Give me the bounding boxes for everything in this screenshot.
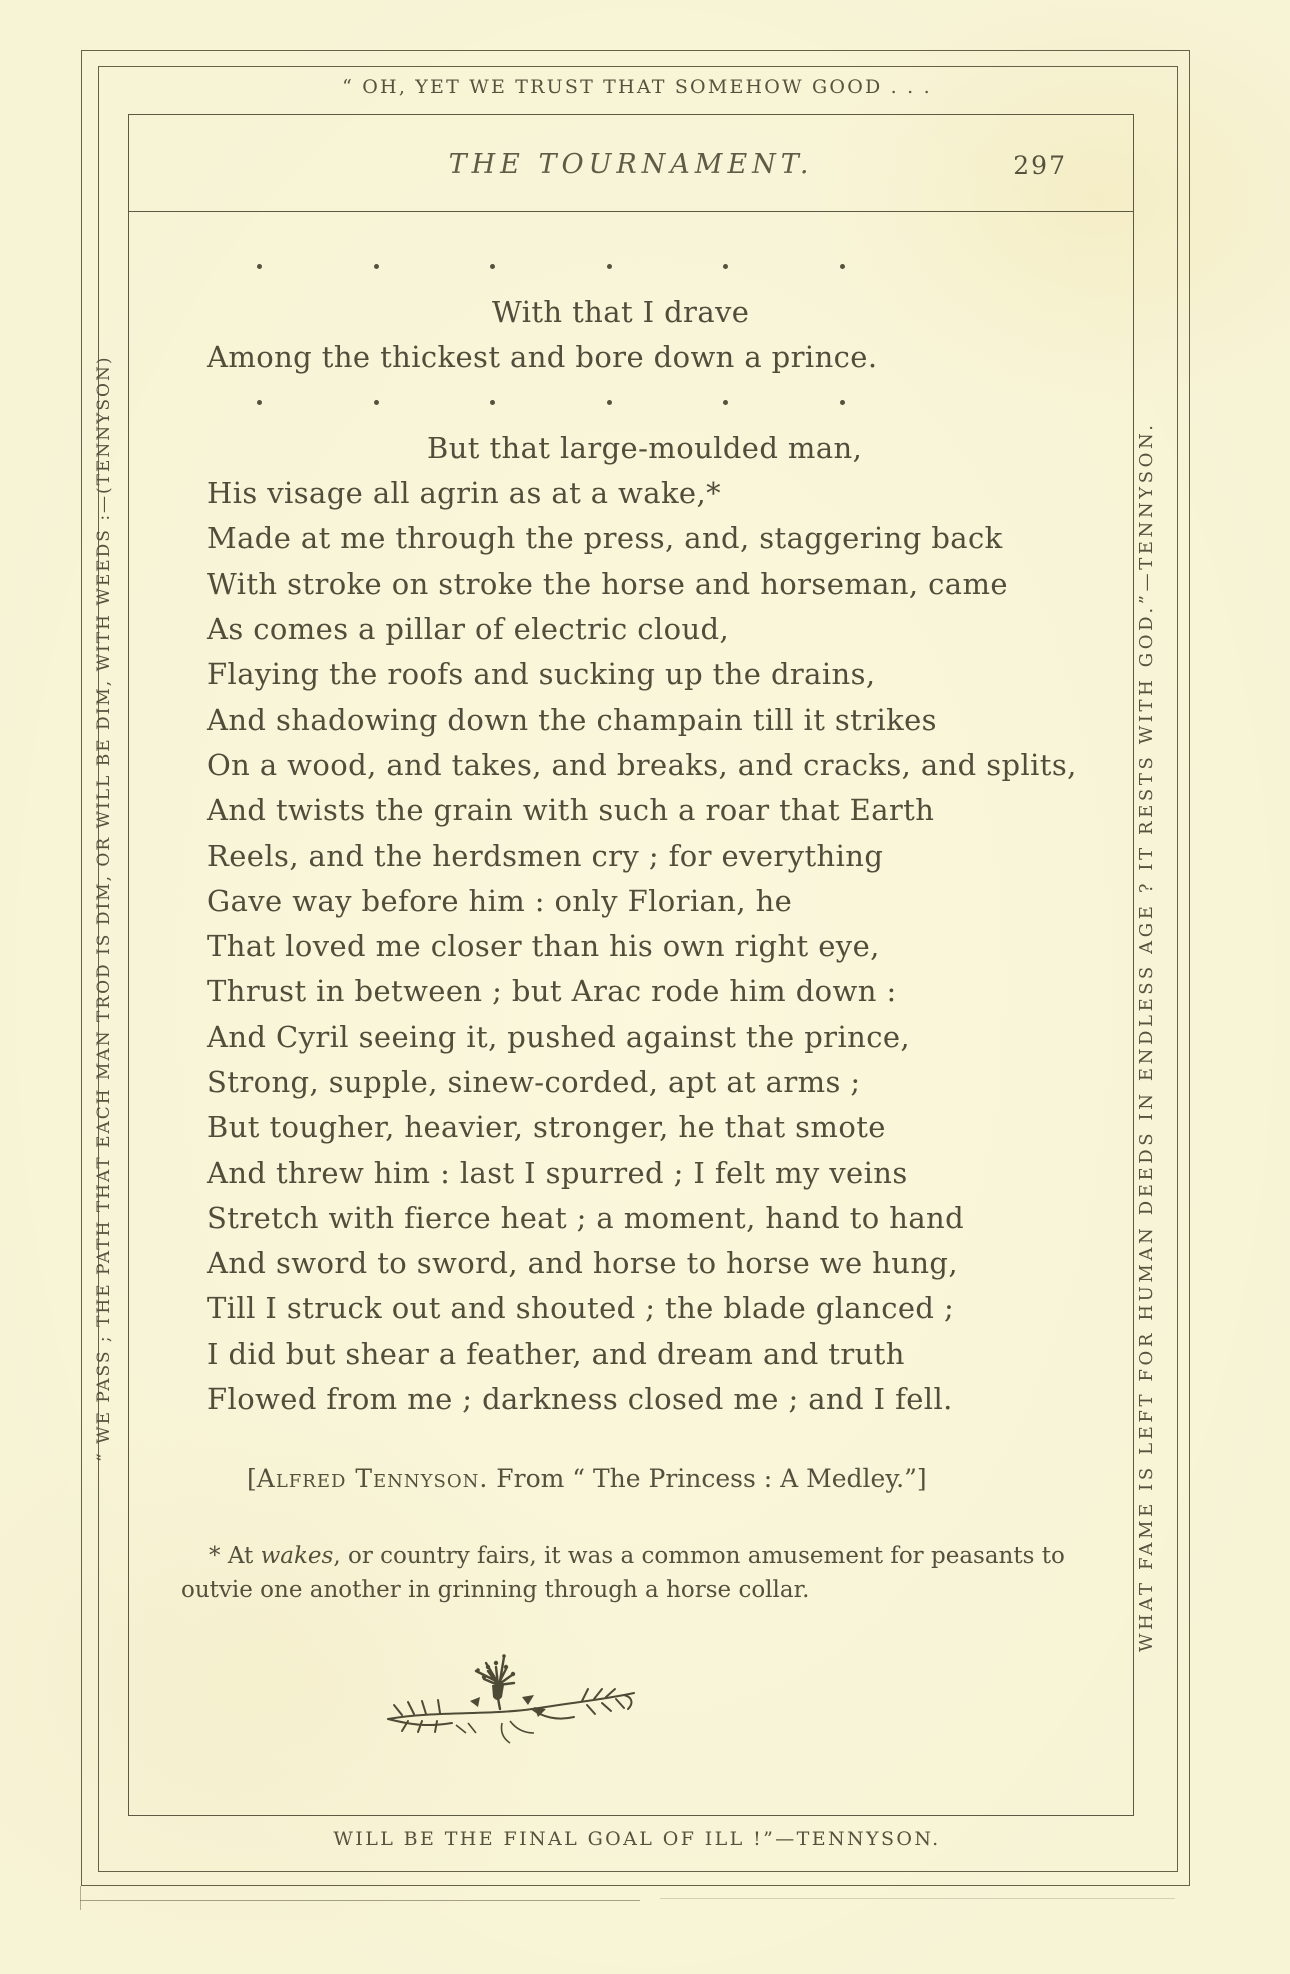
poem-line-text: Gave way before him : only Florian, he — [207, 883, 793, 918]
poem-line — [207, 1331, 1133, 1376]
attribution-bracket: [ — [247, 1463, 257, 1493]
footnote-text-post: , or country fairs, it was a common amusement for peasants to — [333, 1542, 1065, 1569]
thistle-sprig-ornament-icon — [382, 1637, 642, 1749]
left-margin-quote: “ WE PASS ; THE PATH THAT EACH MAN TROD IS DIM, OR WILL BE DIM, WITH WEEDS :—(TENNYSON) — [94, 355, 114, 1462]
scan-artifact-line — [660, 1898, 1175, 1899]
poem-line — [207, 697, 1133, 742]
scan-artifact-line — [80, 1900, 640, 1901]
poem-line-text: Made at me through the press, and, staggering back — [207, 521, 1003, 556]
poem-line — [207, 289, 1133, 334]
ellipsis-dot — [490, 264, 495, 269]
poem-line-text: And threw him : last I spurred ; I felt my veins — [207, 1155, 908, 1190]
page-title: THE TOURNAMENT. — [448, 149, 814, 180]
poem-line-text: And twists the grain with such a roar that Earth — [207, 793, 935, 828]
poem-attribution — [247, 1464, 1133, 1493]
poem-line — [207, 380, 1133, 425]
poem-line — [207, 923, 1133, 968]
poem-line-text: And Cyril seeing it, pushed against the prince, — [207, 1019, 911, 1054]
poem-line — [207, 516, 1133, 561]
poem-line-text: Flowed from me ; darkness closed me ; and I fell. — [207, 1382, 953, 1417]
poem-line — [207, 1195, 1133, 1240]
poem-line — [207, 1376, 1133, 1421]
poem-line-text: That loved me closer than his own right eye, — [207, 929, 880, 964]
running-header-quote: “ OH, YET WE TRUST THAT SOMEHOW GOOD . . . — [342, 76, 932, 98]
footnote-marker: * — [209, 1542, 228, 1569]
poem-line-text: Flaying the roofs and sucking up the drains, — [207, 657, 876, 692]
ellipsis-dot — [607, 264, 612, 269]
poem-line — [207, 1014, 1133, 1059]
poem-line — [207, 606, 1133, 651]
poem-line-text: And sword to sword, and horse to horse we hung, — [207, 1246, 958, 1281]
title-row — [129, 115, 1133, 212]
footnote-line-2: outvie one another in grinning through a horse collar. — [181, 1576, 810, 1603]
poem-line — [207, 1150, 1133, 1195]
poem-line-text: Till I struck out and shouted ; the blade glanced ; — [207, 1291, 955, 1326]
page-number: 297 — [1013, 151, 1067, 180]
poem-line — [207, 969, 1133, 1014]
poem-line — [207, 470, 1133, 515]
poem-line-text: And shadowing down the champain till it strikes — [207, 702, 937, 737]
poem-line — [207, 742, 1133, 787]
ellipsis-dot — [257, 264, 262, 269]
poem-line-text: Among the thickest and bore down a prince. — [207, 340, 878, 375]
ellipsis-dot — [374, 400, 379, 405]
ellipsis-dot — [257, 400, 262, 405]
poem-line-text: Stretch with fierce heat ; a moment, hand to hand — [207, 1200, 965, 1235]
poem-line — [207, 833, 1133, 878]
poem-line-text: His visage all agrin as at a wake,* — [207, 476, 722, 511]
poem-line — [207, 244, 1133, 289]
text-block-frame — [128, 114, 1134, 1816]
ellipsis-dot — [723, 264, 728, 269]
ellipsis-dot — [840, 264, 845, 269]
ellipsis-dot — [607, 400, 612, 405]
footnote-line-1 — [181, 1539, 1065, 1573]
poem-line — [207, 335, 1133, 380]
poem-line-text: Thrust in between ; but Arac rode him down : — [207, 974, 897, 1009]
poem-line-text: Strong, supple, sinew-corded, apt at arms ; — [207, 1064, 861, 1099]
poem-line-text: I did but shear a feather, and dream and truth — [207, 1336, 905, 1371]
poem-line-text: On a wood, and takes, and breaks, and cracks, and splits, — [207, 747, 1077, 782]
footnote-italic-word: wakes — [260, 1542, 334, 1569]
poem-line — [207, 1059, 1133, 1104]
poem-line — [207, 788, 1133, 833]
ellipsis-dot — [490, 400, 495, 405]
poem-line — [207, 425, 1133, 470]
poem-body — [129, 212, 1133, 1422]
poem-line-text: As comes a pillar of electric cloud, — [207, 612, 730, 647]
attribution-author: Alfred Tennyson. — [256, 1463, 489, 1493]
poem-line — [207, 878, 1133, 923]
poem-line — [207, 1286, 1133, 1331]
attribution-source: From “ The Princess : A Medley.”] — [488, 1463, 927, 1493]
ellipsis-dot — [723, 400, 728, 405]
ellipsis-dot — [374, 264, 379, 269]
poem-line-text: But that large-moulded man, — [427, 430, 863, 465]
footnote — [181, 1539, 1065, 1607]
poem-line — [207, 652, 1133, 697]
poem-line-text: Reels, and the herdsmen cry ; for everything — [207, 838, 884, 873]
poem-line — [207, 1105, 1133, 1150]
ellipsis-dot — [840, 400, 845, 405]
poem-line — [207, 1241, 1133, 1286]
scan-artifact-line — [80, 1886, 81, 1910]
poem-line-text: With that I drave — [492, 294, 750, 329]
poem-line-text — [257, 380, 845, 425]
poem-line-text — [257, 244, 845, 289]
right-margin-quote: WHAT FAME IS LEFT FOR HUMAN DEEDS IN ENDLESS AGE ? IT RESTS WITH GOD.”—TENNYSON. — [1136, 421, 1157, 1652]
poem-line — [207, 561, 1133, 606]
footnote-text-pre: At — [227, 1542, 261, 1569]
poem-line-text: With stroke on stroke the horse and horseman, came — [207, 566, 1008, 601]
poem-line-text: But tougher, heavier, stronger, he that smote — [207, 1110, 886, 1145]
running-footer-quote: WILL BE THE FINAL GOAL OF ILL !”—TENNYSON. — [333, 1828, 941, 1850]
